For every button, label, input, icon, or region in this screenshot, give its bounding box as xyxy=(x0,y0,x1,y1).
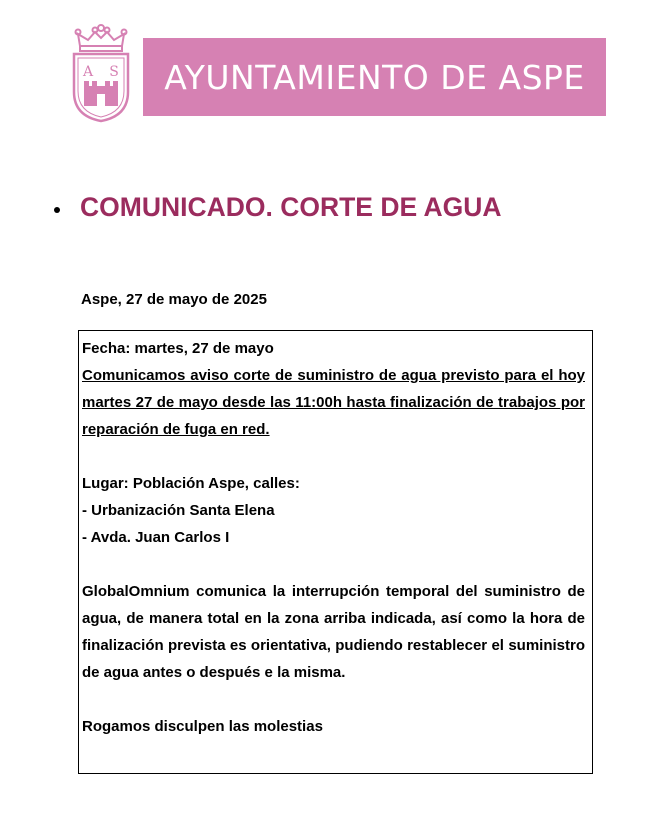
notice-cierre: Rogamos disculpen las molestias xyxy=(82,718,323,735)
notice-calle-2: - Avda. Juan Carlos I xyxy=(82,529,230,546)
crest-letter-s: S xyxy=(109,64,119,80)
header-banner xyxy=(143,38,606,116)
notice-lugar: Lugar: Población Aspe, calles: xyxy=(82,475,300,492)
notice-box xyxy=(78,330,593,774)
date-line: Aspe, 27 de mayo de 2025 xyxy=(81,291,267,308)
heading-row xyxy=(54,192,502,223)
aspe-crest-logo xyxy=(68,24,134,124)
header-title: AYUNTAMIENTO DE ASPE xyxy=(164,57,585,97)
crest-letter-a: A xyxy=(82,64,94,80)
notice-calle-1: - Urbanización Santa Elena xyxy=(82,502,275,519)
crest-letter-p: P xyxy=(96,93,106,107)
notice-comunicado: GlobalOmnium comunica la interrupción temporal del suministro de agua, de manera total en la zona arriba indicada, así como la hora de finalización prevista es orientativa, pudiendo restablecer el suministro de agua antes o después e la misma. xyxy=(82,583,585,681)
page-title: COMUNICADO. CORTE DE AGUA xyxy=(80,192,502,222)
notice-fecha: Fecha: martes, 27 de mayo xyxy=(82,340,274,357)
bullet-icon xyxy=(54,207,60,213)
notice-aviso: Comunicamos aviso corte de suministro de agua previsto para el hoy martes 27 de mayo desde las 11:00h hasta finalización de trabajos por reparación de fuga en red. xyxy=(82,367,585,438)
